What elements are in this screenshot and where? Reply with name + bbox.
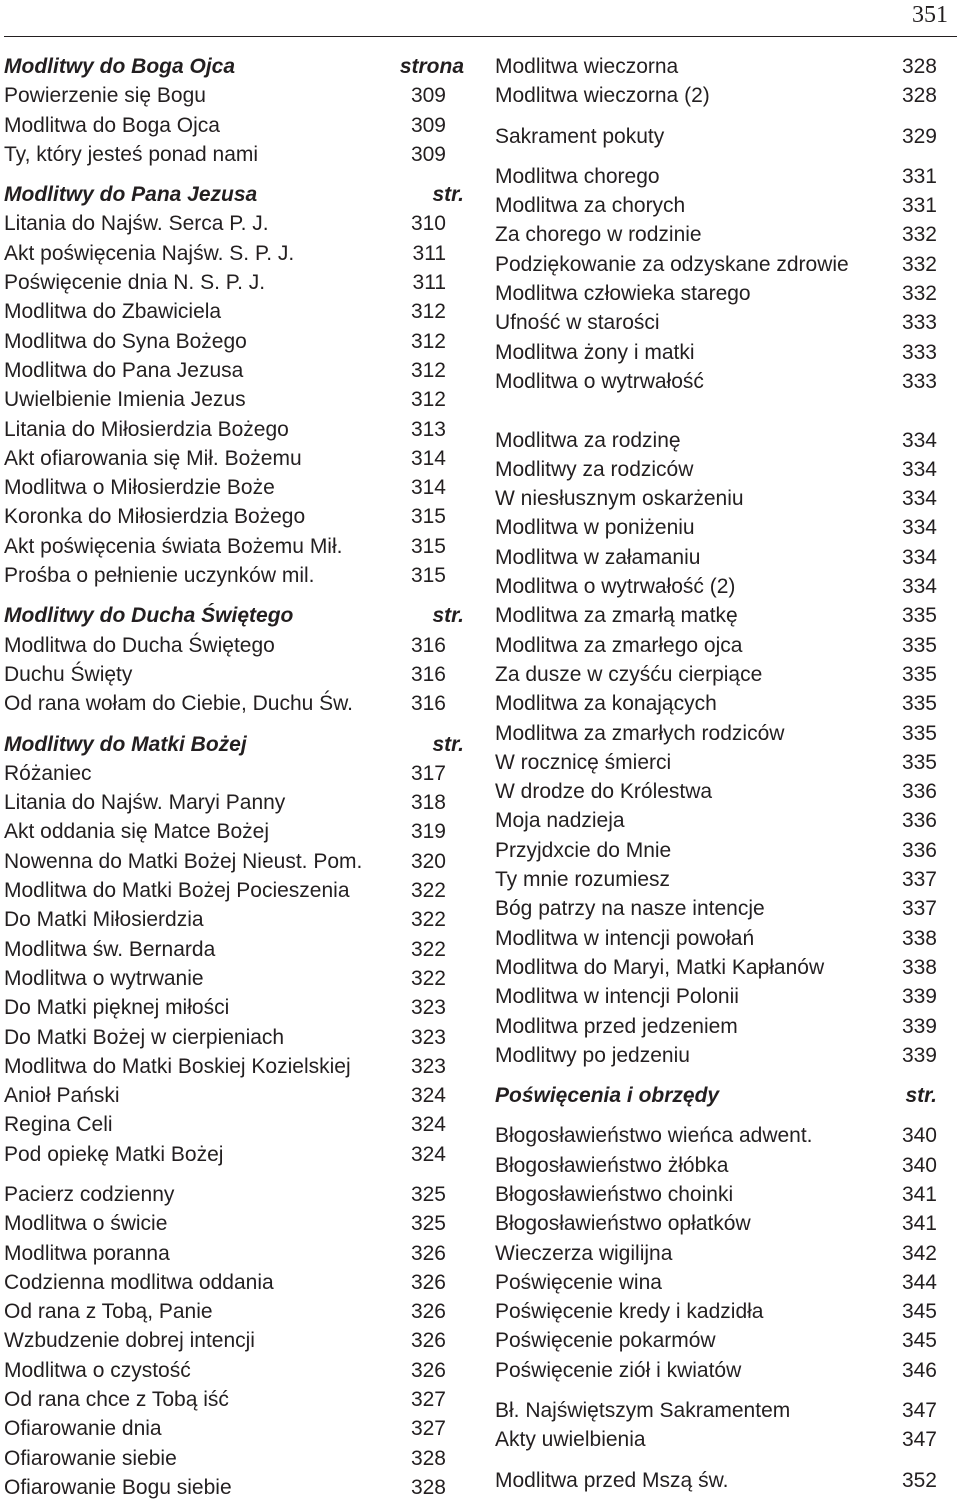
entry-title: Modlitwa do Matki Boskiej Kozielskiej [4,1054,351,1078]
entry-page-number: 316 [410,692,446,716]
toc-entry [4,327,464,356]
entry-title: Modlitwa o świcie [4,1212,168,1236]
toc-entry [4,817,464,846]
toc-entry [4,81,464,110]
toc-entry [495,631,937,660]
toc-entry [4,1023,464,1052]
entry-title: Modlitwa za zmarłych rodziców [495,721,785,745]
toc-entry [495,484,937,513]
entry-title: Modlitwa w załamaniu [495,545,701,569]
entry-title: Modlitwa wieczorna [495,55,679,78]
entry-title: Modlitwa do Boga Ojca [4,113,220,137]
section-page-label: str. [432,604,464,628]
toc-left-column [4,52,464,1502]
toc-entry [4,209,464,238]
entry-page-number: 332 [901,223,937,247]
entry-page-number: 323 [410,1054,446,1078]
entry-page-number: 310 [410,212,446,236]
entry-title: Przyjdxcie do Mnie [495,838,672,862]
toc-entry [4,1110,464,1139]
entry-page-number: 346 [901,1358,937,1382]
entry-title: Poświęcenie wina [495,1270,662,1294]
toc-entry [495,1239,937,1268]
entry-title: Poświęcenie kredy i kadzidła [495,1300,764,1324]
entry-title: Sakrament pokuty [495,124,665,148]
entry-title: Modlitwa poranna [4,1241,170,1265]
entry-page-number: 345 [901,1329,937,1353]
toc-entry [4,847,464,876]
entry-page-number: 339 [901,985,937,1009]
entry-title: Podziękowanie za odzyskane zdrowie [495,252,849,276]
toc-entry [4,788,464,817]
entry-page-number: 316 [410,662,446,686]
entry-page-number: 322 [410,908,446,932]
toc-entry [495,894,937,923]
entry-page-number: 323 [410,996,446,1020]
entry-page-number: 333 [901,340,937,364]
toc-entry [4,415,464,444]
spacer [4,169,464,180]
toc-entry [4,1140,464,1169]
entry-page-number: 337 [901,868,937,892]
entry-page-number: 331 [901,194,937,218]
entry-page-number: 338 [901,926,937,950]
entry-title: Modlitwa do Zbawiciela [4,300,222,324]
section-title: Modlitwy do Matki Bożej [4,732,247,756]
toc-entry [495,426,937,455]
entry-page-number: 324 [410,1113,446,1137]
toc-entry [495,1121,937,1150]
toc-entry [4,1385,464,1414]
toc-entry [4,561,464,590]
toc-entry [495,191,937,220]
entry-page-number: 336 [901,780,937,804]
toc-entry [4,297,464,326]
entry-title: Koronka do Miłosierdzia Bożego [4,505,306,529]
toc-entry [495,982,937,1011]
entry-title: Litania do Najśw. Serca P. J. [4,212,269,236]
spacer [4,1169,464,1180]
entry-title: Wieczerza wigilijna [495,1241,673,1265]
section-heading [4,730,464,759]
toc-entry [495,924,937,953]
entry-title: Pod opiekę Matki Bożej [4,1142,224,1166]
entry-title: Moja nadzieja [495,809,625,833]
entry-page-number: 342 [901,1241,937,1265]
entry-title: Modlitwy za rodziców [495,457,694,481]
toc-entry [4,268,464,297]
toc-entry [495,81,937,110]
entry-page-number: 325 [410,1212,446,1236]
section-heading [495,1081,937,1110]
entry-title: Poświęcenie ziół i kwiatów [495,1358,742,1382]
toc-entry [495,689,937,718]
toc-entry [4,356,464,385]
toc-entry [495,719,937,748]
toc-entry [495,543,937,572]
entry-page-number: 313 [410,417,446,441]
toc-entry [4,444,464,473]
toc-entry [4,1081,464,1110]
entry-title: Modlitwa św. Bernarda [4,937,216,961]
entry-page-number: 334 [901,457,937,481]
entry-page-number: 309 [410,142,446,166]
entry-page-number: 335 [901,604,937,628]
entry-page-number: 318 [410,791,446,815]
toc-entry [495,1268,937,1297]
toc-entry [4,660,464,689]
entry-title: Litania do Najśw. Maryi Panny [4,791,286,815]
entry-title: Modlitwa przed jedzeniem [495,1014,738,1038]
toc-entry [4,140,464,169]
entry-page-number: 326 [410,1270,446,1294]
entry-title: Modlitwa do Syna Bożego [4,329,247,353]
toc-entry [495,806,937,835]
entry-title: Akty uwielbienia [495,1428,646,1452]
entry-title: Modlitwa za konających [495,692,717,716]
entry-title: Błogosławieństwo opłatków [495,1212,751,1236]
entry-title: Modlitwa za zmarłego ojca [495,633,743,657]
entry-title: Modlitwa w intencji Polonii [495,985,739,1009]
entry-page-number: 315 [410,534,446,558]
toc-entry [4,935,464,964]
entry-title: Do Matki Bożej w cierpieniach [4,1025,285,1049]
entry-page-number: 344 [901,1270,937,1294]
entry-page-number: 312 [410,358,446,382]
entry-title: Pacierz codzienny [4,1182,175,1206]
entry-page-number: 336 [901,809,937,833]
toc-entry [4,111,464,140]
entry-title: Od rana chce z Tobą iść [4,1388,229,1412]
entry-page-number: 333 [901,311,937,335]
spacer [4,719,464,730]
entry-title: Modlitwa do Pana Jezusa [4,358,244,382]
toc-entry [4,993,464,1022]
entry-page-number: 334 [901,428,937,452]
toc-entry [4,502,464,531]
entry-page-number: 319 [410,820,446,844]
spacer [495,1455,937,1466]
spacer [4,590,464,601]
toc-entry [4,905,464,934]
entry-page-number: 315 [410,564,446,588]
entry-title: Akt ofiarowania się Mił. Bożemu [4,446,302,470]
entry-page-number: 328 [901,84,937,108]
toc-entry [4,1209,464,1238]
toc-entry [4,689,464,718]
toc-entry [495,836,937,865]
entry-title: Modlitwa o wytrwałość [495,369,704,393]
toc-entry [495,777,937,806]
toc-entry [4,964,464,993]
entry-page-number: 327 [410,1417,446,1441]
toc-entry [4,759,464,788]
toc-entry [495,748,937,777]
entry-page-number: 334 [901,545,937,569]
entry-page-number: 317 [410,761,446,785]
entry-title: Modlitwa za rodzinę [495,428,681,452]
entry-title: Prośba o pełnienie uczynków mil. [4,564,315,588]
entry-title: Modlitwa o czystość [4,1358,191,1382]
toc-entry [4,1444,464,1473]
toc-entry [4,1326,464,1355]
toc-entry [495,1425,937,1454]
section-heading [4,180,464,209]
entry-title: Modlitwa wieczorna (2) [495,84,710,108]
entry-page-number: 334 [901,487,937,511]
entry-page-number: 340 [901,1153,937,1177]
entry-page-number: 312 [410,300,446,324]
toc-entry [495,455,937,484]
entry-title: Modlitwa za zmarłą matkę [495,604,738,628]
section-heading [4,601,464,630]
entry-title: Błogosławieństwo żłóbka [495,1153,729,1177]
entry-page-number: 328 [410,1446,446,1470]
entry-title: Ofiarowanie siebie [4,1446,177,1470]
toc-entry [4,876,464,905]
entry-page-number: 335 [901,633,937,657]
toc-entry [495,1012,937,1041]
entry-title: Ofiarowanie dnia [4,1417,162,1441]
toc-entry [4,239,464,268]
toc-entry [495,122,937,151]
entry-page-number: 335 [901,692,937,716]
entry-page-number: 320 [410,849,446,873]
section-page-label: str. [905,1084,937,1108]
entry-title: Modlitwa w poniżeniu [495,516,695,540]
entry-page-number: 336 [901,838,937,862]
entry-page-number: 323 [410,1025,446,1049]
entry-page-number: 315 [410,505,446,529]
spacer [495,1110,937,1121]
entry-title: Modlitwa za chorych [495,194,686,218]
entry-title: Modlitwa człowieka starego [495,282,751,306]
entry-title: Codzienna modlitwa oddania [4,1270,274,1294]
entry-page-number: 339 [901,1014,937,1038]
section-page-label: strona [399,55,464,78]
entry-title: W drodze do Królestwa [495,780,713,804]
toc-entry [4,473,464,502]
section-page-label: str. [432,183,464,207]
entry-title: Modlitwa o wytrwałość (2) [495,575,736,599]
entry-page-number: 312 [410,388,446,412]
entry-title: Modlitwa chorego [495,164,660,188]
entry-title: Nowenna do Matki Bożej Nieust. Pom. [4,849,363,873]
toc-entry [4,1297,464,1326]
toc-entry [495,308,937,337]
toc-entry [495,338,937,367]
entry-page-number: 312 [410,329,446,353]
spacer [495,1070,937,1081]
toc-entry [495,220,937,249]
entry-title: Powierzenie się Bogu [4,84,206,108]
entry-page-number: 328 [901,55,937,78]
entry-title: Modlitwa przed Mszą św. [495,1468,729,1492]
entry-page-number: 335 [901,750,937,774]
entry-title: Modlitwa o wytrwanie [4,966,204,990]
entry-title: Ofiarowanie Bogu siebie [4,1475,232,1499]
toc-entry [495,162,937,191]
entry-page-number: 332 [901,252,937,276]
toc-entry [495,1326,937,1355]
toc-entry [4,1052,464,1081]
spacer [495,396,937,425]
toc-entry [4,1356,464,1385]
entry-page-number: 345 [901,1300,937,1324]
toc-entry [4,385,464,414]
entry-title: Akt poświęcenia świata Bożemu Mił. [4,534,343,558]
entry-page-number: 331 [901,164,937,188]
toc-entry [495,52,937,81]
entry-title: Od rana z Tobą, Panie [4,1300,213,1324]
entry-page-number: 337 [901,897,937,921]
entry-title: Modlitwa do Matki Bożej Pocieszenia [4,879,350,903]
toc-entry [4,1268,464,1297]
entry-title: Poświęcenie dnia N. S. P. J. [4,271,266,295]
entry-title: Anioł Pański [4,1084,120,1108]
entry-page-number: 335 [901,662,937,686]
entry-title: Modlitwa o Miłosierdzie Boże [4,476,275,500]
entry-title: Wzbudzenie dobrej intencji [4,1329,255,1353]
entry-page-number: 352 [901,1468,937,1492]
header-rule [4,36,957,37]
toc-entry [495,1396,937,1425]
entry-title: Modlitwy po jedzeniu [495,1043,690,1067]
entry-title: Duchu Święty [4,662,133,686]
toc-entry [495,1356,937,1385]
entry-page-number: 311 [412,241,446,265]
toc-entry [4,1239,464,1268]
entry-page-number: 326 [410,1329,446,1353]
entry-title: W rocznicę śmierci [495,750,672,774]
entry-title: Modlitwa żony i matki [495,340,695,364]
entry-title: Litania do Miłosierdzia Bożego [4,417,289,441]
spacer [495,151,937,162]
entry-page-number: 329 [901,124,937,148]
spacer [495,111,937,122]
section-title: Modlitwy do Ducha Świętego [4,604,294,628]
entry-page-number: 332 [901,282,937,306]
entry-page-number: 324 [410,1142,446,1166]
toc-entry [4,1414,464,1443]
toc-entry [495,1209,937,1238]
entry-title: Do Matki pięknej miłości [4,996,230,1020]
section-title: Modlitwy do Boga Ojca [4,55,236,78]
entry-page-number: 309 [410,113,446,137]
toc-entry [495,367,937,396]
page-number: 351 [912,2,948,28]
entry-page-number: 314 [410,476,446,500]
entry-page-number: 322 [410,937,446,961]
entry-page-number: 309 [410,84,446,108]
toc-right-column [495,52,937,1495]
entry-page-number: 314 [410,446,446,470]
entry-page-number: 326 [410,1241,446,1265]
entry-page-number: 311 [412,271,446,295]
entry-page-number: 335 [901,721,937,745]
entry-title: Akt poświęcenia Najśw. S. P. J. [4,241,295,265]
entry-title: Za dusze w czyśću cierpiące [495,662,763,686]
toc-entry [4,1180,464,1209]
entry-page-number: 340 [901,1124,937,1148]
toc-entry [495,1466,937,1495]
toc-entry [495,279,937,308]
entry-page-number: 339 [901,1043,937,1067]
spacer [495,1385,937,1396]
entry-title: Bóg patrzy na nasze intencje [495,897,765,921]
entry-title: Modlitwa do Ducha Świętego [4,633,275,657]
entry-title: Regina Celi [4,1113,113,1137]
toc-entry [495,865,937,894]
entry-page-number: 333 [901,369,937,393]
toc-entry [495,1151,937,1180]
entry-title: Modlitwa do Maryi, Matki Kapłanów [495,955,825,979]
entry-page-number: 334 [901,516,937,540]
entry-title: Błogosławieństwo choinki [495,1182,734,1206]
entry-title: Bł. Najświętszym Sakramentem [495,1399,791,1423]
toc-entry [4,532,464,561]
entry-page-number: 326 [410,1300,446,1324]
entry-title: Ty, który jesteś ponad nami [4,142,259,166]
entry-page-number: 322 [410,879,446,903]
entry-title: Poświęcenie pokarmów [495,1329,716,1353]
entry-page-number: 341 [901,1182,937,1206]
entry-title: Akt oddania się Matce Bożej [4,820,269,844]
entry-page-number: 338 [901,955,937,979]
entry-page-number: 334 [901,575,937,599]
toc-entry [4,1473,464,1502]
entry-title: Modlitwa w intencji powołań [495,926,755,950]
toc-entry [4,631,464,660]
toc-entry [495,953,937,982]
section-title: Poświęcenia i obrzędy [495,1084,720,1108]
entry-page-number: 325 [410,1182,446,1206]
entry-page-number: 326 [410,1358,446,1382]
section-page-label: str. [432,732,464,756]
entry-title: Błogosławieństwo wieńca adwent. [495,1124,813,1148]
section-title: Modlitwy do Pana Jezusa [4,183,258,207]
entry-page-number: 347 [901,1428,937,1452]
section-heading [4,52,464,81]
entry-page-number: 327 [410,1388,446,1412]
entry-page-number: 341 [901,1212,937,1236]
entry-title: Uwielbienie Imienia Jezus [4,388,246,412]
toc-entry [495,513,937,542]
toc-entry [495,1297,937,1326]
entry-page-number: 347 [901,1399,937,1423]
toc-entry [495,601,937,630]
entry-title: Od rana wołam do Ciebie, Duchu Św. [4,692,354,716]
entry-page-number: 324 [410,1084,446,1108]
toc-entry [495,1041,937,1070]
toc-entry [495,250,937,279]
entry-title: Ufność w starości [495,311,660,335]
entry-title: Za chorego w rodzinie [495,223,702,247]
entry-page-number: 328 [410,1475,446,1499]
entry-title: W niesłusznym oskarżeniu [495,487,744,511]
toc-entry [495,572,937,601]
entry-title: Różaniec [4,761,92,785]
toc-entry [495,660,937,689]
entry-page-number: 316 [410,633,446,657]
entry-page-number: 322 [410,966,446,990]
entry-title: Ty mnie rozumiesz [495,868,671,892]
toc-entry [495,1180,937,1209]
entry-title: Do Matki Miłosierdzia [4,908,204,932]
